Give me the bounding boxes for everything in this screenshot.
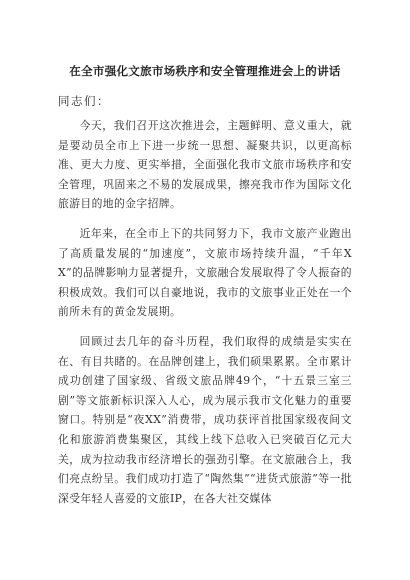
document-title: 在全市强化文旅市场秩序和安全管理推进会上的讲话	[69, 64, 341, 78]
salutation: 同志们：	[58, 94, 110, 108]
paragraph: 回顾过去几年的奋斗历程，我们取得的成绩是实实在在、有目共睹的。在品牌创建上，我们硕果累累。全市累计成功创建了国家级、省级文旅品牌49个，“十五景三室三剧”等文旅新标识深入人心，成为展示我市文化魅力的重要窗口。特别是“夜XX”消费带，成功获评首批国家级夜间文化和旅游消费集聚区，其线上线下总收入已突破百亿元大关，成为拉动我市经济增长的强劲引擎。在文旅融合上，我们亮点纷呈。我们成功打造了“陶然集”“进货式旅游”等一批深受年轻人喜爱的文旅IP，在各大社交媒体	[58, 334, 352, 505]
paragraph: 今天，我们召开这次推进会，主题鲜明、意义重大，就是要动员全市上下进一步统一思想、凝聚共识，以更高标准、更大力度、更实举措，全面强化我市文旅市场秩序和安全管理，巩固来之不易的发展成果，擦亮我市作为国际文化旅游目的地的金字招牌。	[58, 119, 352, 211]
document-body	[58, 116, 352, 518]
paragraph: 近年来，在全市上下的共同努力下，我市文旅产业跑出了高质量发展的“加速度”，文旅市场持续升温，“千年XX”的品牌影响力显著提升，文旅融合发展取得了令人振奋的积极成效。我们可以自豪地说，我市的文旅事业正处在一个前所未有的黄金发展期。	[58, 226, 352, 319]
